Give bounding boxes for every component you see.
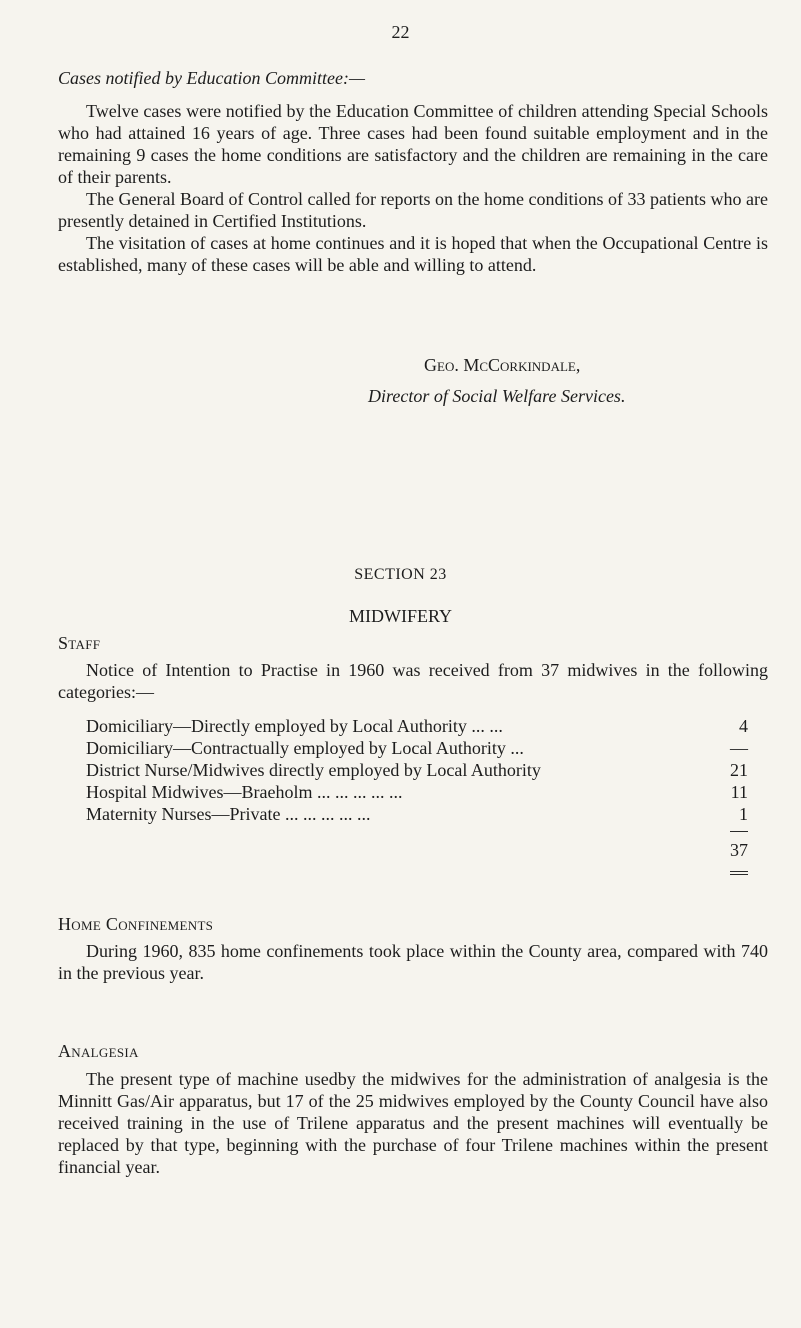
- cases-heading: Cases notified by Education Committee:—: [58, 68, 365, 88]
- page-number: 22: [391, 22, 410, 42]
- signature-title: Director of Social Welfare Services.: [368, 386, 626, 406]
- cases-paragraph-1: Twelve cases were notified by the Education Committee of children attending Special Schools who had attained 16 years of age. Three cases had been found suitable employment and in the remaining 9 cases the home conditions are satisfactory and the children are remaining in the care of their parents.: [58, 101, 768, 187]
- home-confinements-body: [58, 940, 768, 984]
- staff-row-label: Domiciliary—Contractually employed by Local Authority ...: [86, 738, 524, 758]
- cases-paragraph-2: The General Board of Control called for reports on the home conditions of 33 patients who are presently detained in Certified Institutions.: [58, 189, 768, 231]
- staff-row-label: District Nurse/Midwives directly employed by Local Authority: [86, 760, 541, 780]
- staff-row: [86, 803, 748, 825]
- analgesia-body: [58, 1068, 768, 1178]
- staff-total: 37: [730, 840, 748, 860]
- staff-row-value: 4: [739, 716, 748, 736]
- home-confinements-text: During 1960, 835 home confinements took place within the County area, compared with 740 in the previous year.: [58, 941, 768, 983]
- staff-row-label: Domiciliary—Directly employed by Local Authority ... ...: [86, 716, 503, 736]
- staff-row: [86, 715, 748, 737]
- staff-row: [86, 759, 748, 781]
- total-double-rule-2: [730, 874, 748, 875]
- total-top-rule: [730, 831, 748, 832]
- staff-row-value: 11: [730, 782, 748, 802]
- staff-intro-text: Notice of Intention to Practise in 1960 was received from 37 midwives in the following categories:—: [58, 660, 768, 702]
- staff-table: [86, 715, 748, 825]
- staff-row-label: Maternity Nurses—Private ... ... ... ... ...: [86, 804, 371, 824]
- analgesia-text: The present type of machine usedby the midwives for the administration of analgesia is the Minnitt Gas/Air apparatus, but 17 of the 25 midwives employed by the County Council have also received training in the use of Trilene apparatus and the present machines will eventually be replaced by that type, beginning with the purchase of four Trilene machines within the present financial year.: [58, 1069, 768, 1177]
- staff-row-value: 21: [730, 760, 748, 780]
- staff-intro: [58, 659, 768, 703]
- cases-paragraph-3: The visitation of cases at home continues and it is hoped that when the Occupational Centre is established, many of these cases will be able and willing to attend.: [58, 233, 768, 275]
- section-label: SECTION 23: [354, 566, 447, 583]
- staff-row-value: 1: [739, 804, 748, 824]
- staff-row-label: Hospital Midwives—Braeholm ... ... ... ... ...: [86, 782, 403, 802]
- cases-body: [58, 100, 768, 276]
- staff-row: [86, 737, 748, 759]
- total-double-rule-1: [730, 871, 748, 872]
- signature-name: Geo. McCorkindale,: [424, 355, 581, 375]
- staff-heading: Staff: [58, 633, 101, 653]
- analgesia-heading: Analgesia: [58, 1041, 139, 1061]
- section-title: MIDWIFERY: [349, 606, 452, 626]
- home-confinements-heading: Home Confinements: [58, 914, 214, 934]
- staff-row-value: —: [730, 738, 748, 758]
- staff-row: [86, 781, 748, 803]
